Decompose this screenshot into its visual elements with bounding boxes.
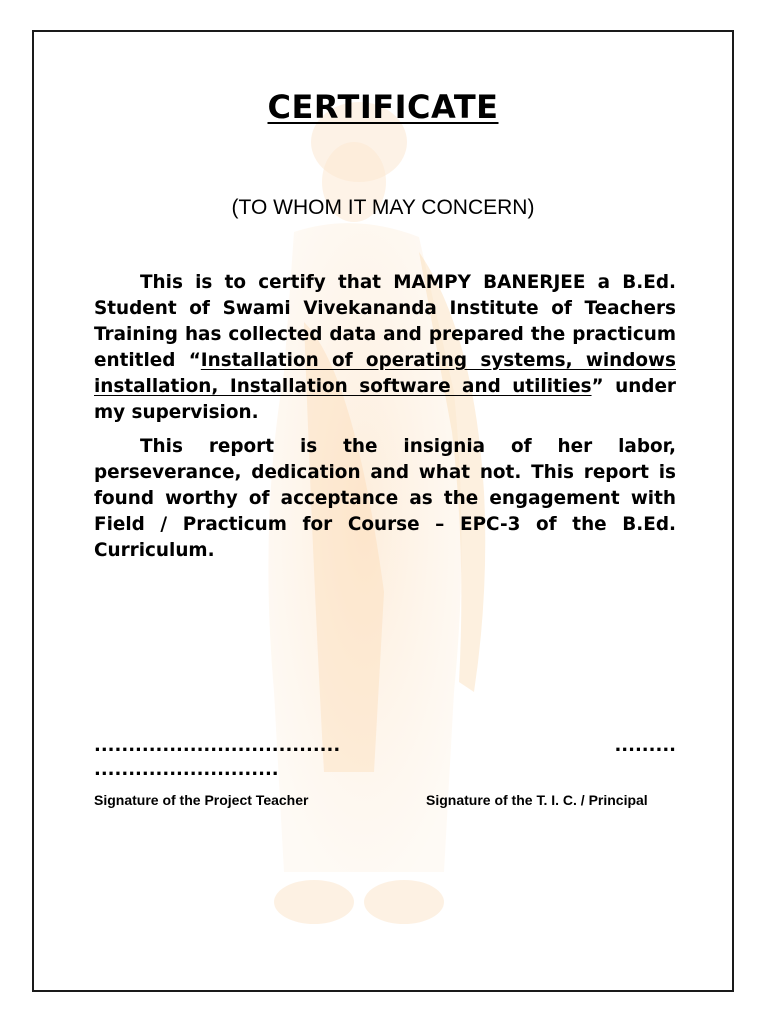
signature-label-teacher: Signature of the Project Teacher [94,792,309,808]
certificate-border [32,30,734,992]
certificate-content [34,32,732,990]
certificate-title: CERTIFICATE [267,88,499,126]
paragraph-assessment: This report is the insignia of her labor, perseverance, dedication and what not. This report is found worthy of acceptance as the engagement with Field / Practicum for Course – EPC-3 of the B.Ed. Curriculum. [94,436,676,561]
paragraph-outro: ” under my supervision. [94,376,676,423]
signature-line-continuation: ........................... [94,759,279,780]
certificate-subtitle: (TO WHOM IT MAY CONCERN) [231,196,535,219]
paragraph-intro: This is to certify that MAMPY BANERJEE a B.Ed. Student of Swami Vivekananda Institute of Teachers Training has collected data and prepared the practicum entitled “ [94,272,676,371]
signature-label-principal: Signature of the T. I. C. / Principal [426,792,648,808]
signature-line-principal: ......... [614,735,676,756]
signature-line-teacher: .................................... [94,735,341,756]
paragraph-certification [94,270,676,426]
project-title: Installation of operating systems, windows installation, Installation software and utilities [94,350,676,397]
certificate-body [94,270,676,572]
